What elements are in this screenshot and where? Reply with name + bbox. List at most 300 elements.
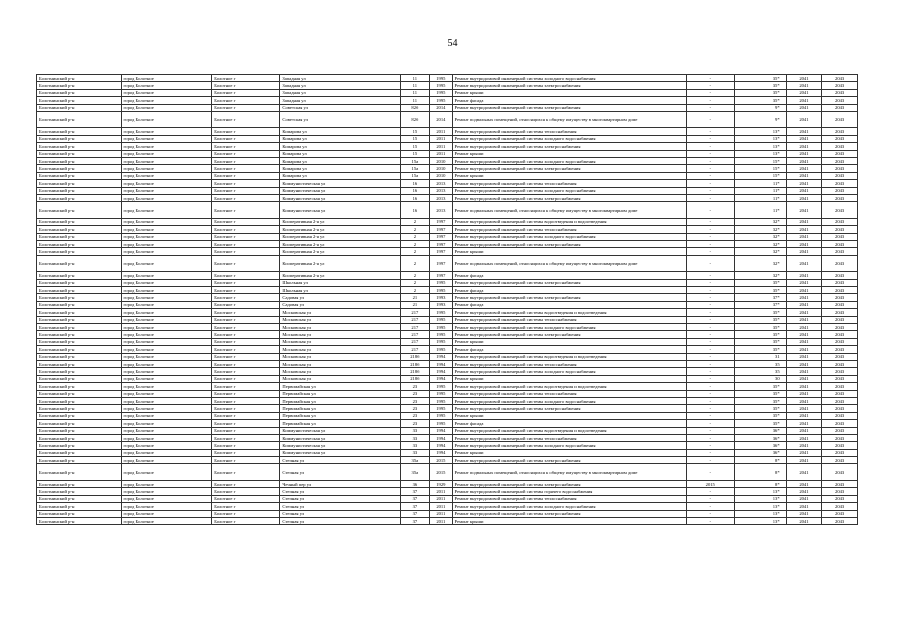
year-built-cell: 2011 — [430, 495, 452, 502]
wear-cell: 9* — [734, 104, 786, 111]
table-row — [37, 82, 858, 89]
year-built-cell: 1997 — [430, 218, 452, 225]
wear-cell: 37* — [734, 294, 786, 301]
district-cell: Болотнинский р-н — [37, 434, 122, 441]
plan-start-cell: 2041 — [786, 180, 822, 187]
settlement-cell: город Болотное — [121, 128, 212, 135]
plan-end-cell: 2043 — [822, 226, 858, 233]
plan-start-cell: 2041 — [786, 331, 822, 338]
year-built-cell: 2014 — [430, 104, 452, 111]
street-cell: Степная ул — [280, 488, 400, 495]
settlement-cell: город Болотное — [121, 488, 212, 495]
table-row — [37, 353, 858, 360]
locality-cell: Болотное г — [212, 187, 280, 194]
year-built-cell: 1995 — [430, 82, 452, 89]
table-row — [37, 194, 858, 201]
wear-cell: 35* — [734, 420, 786, 427]
plan-start-cell: 2041 — [786, 338, 822, 345]
year-built-cell: 2010 — [430, 165, 452, 172]
street-cell: Комарова ул — [280, 128, 400, 135]
work-type-cell: Ремонт внутридомовой инженерной системы холодного водоснабжения — [452, 368, 686, 375]
work-type-cell: Ремонт внутридомовой инженерной системы водоотведения и водоотведения — [452, 427, 686, 434]
plan-start-cell: 2041 — [786, 457, 822, 464]
district-cell: Болотнинский р-н — [37, 390, 122, 397]
wear-cell: 32* — [734, 241, 786, 248]
locality-cell: Болотное г — [212, 434, 280, 441]
district-cell: Болотнинский р-н — [37, 420, 122, 427]
settlement-cell: город Болотное — [121, 158, 212, 165]
wear-cell: 35* — [734, 390, 786, 397]
street-cell: Первомайская ул — [280, 405, 400, 412]
plan-start-cell: 2041 — [786, 104, 822, 111]
house-cell: 37 — [400, 495, 430, 502]
year-built-cell: 1993 — [430, 294, 452, 301]
year-built-cell: 1997 — [430, 272, 452, 279]
house-cell: 37 — [400, 517, 430, 524]
district-cell: Болотнинский р-н — [37, 180, 122, 187]
plan-end-cell: 2043 — [822, 361, 858, 368]
district-cell: Болотнинский р-н — [37, 301, 122, 308]
plan-start-cell: 2041 — [786, 449, 822, 456]
work-type-cell: Ремонт внутридомовой инженерной системы электроснабжения — [452, 143, 686, 150]
settlement-cell: город Болотное — [121, 390, 212, 397]
house-cell: 2 — [400, 233, 430, 240]
last-repair-cell: - — [686, 128, 734, 135]
plan-start-cell: 2041 — [786, 75, 822, 82]
settlement-cell: город Болотное — [121, 187, 212, 194]
wear-cell: 11* — [734, 180, 786, 187]
year-built-cell: 1997 — [430, 233, 452, 240]
street-cell: Садовая ул — [280, 294, 400, 301]
plan-start-cell: 2041 — [786, 480, 822, 487]
plan-start-cell: 2041 — [786, 143, 822, 150]
house-cell: 217 — [400, 338, 430, 345]
table-row — [37, 75, 858, 82]
locality-cell: Болотное г — [212, 457, 280, 464]
table-row — [37, 294, 858, 301]
plan-start-cell: 2041 — [786, 517, 822, 524]
locality-cell: Болотное г — [212, 233, 280, 240]
table-row — [37, 89, 858, 96]
table-row — [37, 488, 858, 495]
wear-cell: 15* — [734, 172, 786, 179]
plan-start-cell: 2041 — [786, 135, 822, 142]
street-cell: Московская ул — [280, 324, 400, 331]
table-row — [37, 464, 858, 481]
plan-end-cell: 2043 — [822, 218, 858, 225]
house-cell: 11 — [400, 82, 430, 89]
last-repair-cell: - — [686, 202, 734, 219]
work-type-cell: Ремонт внутридомовой инженерной системы теплоснабжения — [452, 495, 686, 502]
work-type-cell: Ремонт внутридомовой инженерной системы электроснабжения — [452, 294, 686, 301]
plan-start-cell: 2041 — [786, 241, 822, 248]
plan-start-cell: 2041 — [786, 128, 822, 135]
plan-start-cell: 2041 — [786, 442, 822, 449]
street-cell: Степная ул — [280, 510, 400, 517]
work-type-cell: Ремонт внутридомовой инженерной системы электроснабжения — [452, 241, 686, 248]
locality-cell: Болотное г — [212, 150, 280, 157]
plan-start-cell: 2041 — [786, 316, 822, 323]
table-row — [37, 241, 858, 248]
district-cell: Болотнинский р-н — [37, 449, 122, 456]
plan-end-cell: 2043 — [822, 346, 858, 353]
last-repair-cell: - — [686, 180, 734, 187]
house-cell: 11 — [400, 97, 430, 104]
plan-end-cell: 2043 — [822, 488, 858, 495]
last-repair-cell: - — [686, 194, 734, 201]
plan-end-cell: 2043 — [822, 412, 858, 419]
settlement-cell: город Болотное — [121, 503, 212, 510]
district-cell: Болотнинский р-н — [37, 255, 122, 272]
plan-start-cell: 2041 — [786, 248, 822, 255]
house-cell: 16 — [400, 187, 430, 194]
house-cell: 37 — [400, 503, 430, 510]
last-repair-cell: - — [686, 279, 734, 286]
plan-end-cell: 2043 — [822, 194, 858, 201]
house-cell: 2 — [400, 272, 430, 279]
last-repair-cell: - — [686, 517, 734, 524]
locality-cell: Болотное г — [212, 135, 280, 142]
house-cell: 217 — [400, 331, 430, 338]
wear-cell: 35* — [734, 331, 786, 338]
district-cell: Болотнинский р-н — [37, 218, 122, 225]
year-built-cell: 1997 — [430, 241, 452, 248]
wear-cell: 36* — [734, 449, 786, 456]
work-type-cell: Ремонт внутридомовой инженерной системы электроснабжения — [452, 405, 686, 412]
last-repair-cell: - — [686, 248, 734, 255]
wear-cell: 32* — [734, 272, 786, 279]
street-cell: Садовая ул — [280, 301, 400, 308]
street-cell: Западная ул — [280, 89, 400, 96]
work-type-cell: Ремонт внутридомовой инженерной системы теплоснабжения — [452, 390, 686, 397]
street-cell: Коммунистическая ул — [280, 202, 400, 219]
table-row — [37, 434, 858, 441]
house-cell: 23 — [400, 390, 430, 397]
last-repair-cell: - — [686, 488, 734, 495]
locality-cell: Болотное г — [212, 241, 280, 248]
plan-start-cell: 2041 — [786, 420, 822, 427]
work-type-cell: Ремонт крыши — [452, 449, 686, 456]
settlement-cell: город Болотное — [121, 420, 212, 427]
year-built-cell: 1997 — [430, 248, 452, 255]
plan-end-cell: 2043 — [822, 172, 858, 179]
wear-cell: 32* — [734, 233, 786, 240]
wear-cell: 35* — [734, 397, 786, 404]
street-cell: Первомайская ул — [280, 420, 400, 427]
wear-cell: 35* — [734, 316, 786, 323]
district-cell: Болотнинский р-н — [37, 111, 122, 128]
year-built-cell: 1995 — [430, 279, 452, 286]
wear-cell: 9* — [734, 111, 786, 128]
house-cell: 2 — [400, 218, 430, 225]
wear-cell: 37* — [734, 301, 786, 308]
year-built-cell: 1995 — [430, 397, 452, 404]
work-type-cell: Ремонт фасада — [452, 272, 686, 279]
work-type-cell: Ремонт внутридомовой инженерной системы водоотведения и водоотведения — [452, 383, 686, 390]
plan-end-cell: 2043 — [822, 150, 858, 157]
plan-start-cell: 2041 — [786, 434, 822, 441]
district-cell: Болотнинский р-н — [37, 442, 122, 449]
last-repair-cell: - — [686, 457, 734, 464]
wear-cell: 35* — [734, 405, 786, 412]
settlement-cell: город Болотное — [121, 457, 212, 464]
year-built-cell: 1994 — [430, 427, 452, 434]
house-cell: 33 — [400, 442, 430, 449]
settlement-cell: город Болотное — [121, 241, 212, 248]
street-cell: Московская ул — [280, 338, 400, 345]
settlement-cell: город Болотное — [121, 405, 212, 412]
wear-cell: 35* — [734, 383, 786, 390]
plan-start-cell: 2041 — [786, 279, 822, 286]
table-row — [37, 346, 858, 353]
work-type-cell: Ремонт внутридомовой инженерной системы холодного водоснабжения — [452, 442, 686, 449]
locality-cell: Болотное г — [212, 128, 280, 135]
work-type-cell: Ремонт внутридомовой инженерной системы холодного водоснабжения — [452, 158, 686, 165]
table-row — [37, 172, 858, 179]
settlement-cell: город Болотное — [121, 346, 212, 353]
district-cell: Болотнинский р-н — [37, 503, 122, 510]
table-row — [37, 187, 858, 194]
plan-end-cell: 2043 — [822, 233, 858, 240]
district-cell: Болотнинский р-н — [37, 75, 122, 82]
settlement-cell: город Болотное — [121, 248, 212, 255]
year-built-cell: 1997 — [430, 226, 452, 233]
district-cell: Болотнинский р-н — [37, 194, 122, 201]
plan-end-cell: 2043 — [822, 158, 858, 165]
district-cell: Болотнинский р-н — [37, 104, 122, 111]
wear-cell: 35* — [734, 412, 786, 419]
street-cell: Московская ул — [280, 353, 400, 360]
district-cell: Болотнинский р-н — [37, 324, 122, 331]
last-repair-cell: - — [686, 449, 734, 456]
last-repair-cell: - — [686, 412, 734, 419]
house-cell: 23 — [400, 405, 430, 412]
street-cell: Кооперативная 2-я ул — [280, 218, 400, 225]
work-type-cell: Ремонт внутридомовой инженерной системы водоотведения и водоотведения — [452, 353, 686, 360]
wear-cell: 11* — [734, 187, 786, 194]
settlement-cell: город Болотное — [121, 233, 212, 240]
street-cell: Коммунистическая ул — [280, 449, 400, 456]
plan-end-cell: 2043 — [822, 338, 858, 345]
wear-cell: 13* — [734, 517, 786, 524]
house-cell: 23 — [400, 383, 430, 390]
plan-start-cell: 2041 — [786, 165, 822, 172]
house-cell: 218б — [400, 353, 430, 360]
last-repair-cell: - — [686, 420, 734, 427]
plan-end-cell: 2043 — [822, 165, 858, 172]
street-cell: Московская ул — [280, 375, 400, 382]
street-cell: Степная ул — [280, 503, 400, 510]
settlement-cell: город Болотное — [121, 301, 212, 308]
last-repair-cell: - — [686, 272, 734, 279]
district-cell: Болотнинский р-н — [37, 287, 122, 294]
plan-end-cell: 2043 — [822, 89, 858, 96]
plan-end-cell: 2043 — [822, 309, 858, 316]
plan-start-cell: 2041 — [786, 375, 822, 382]
plan-end-cell: 2043 — [822, 464, 858, 481]
work-type-cell: Ремонт внутридомовой инженерной системы холодного водоснабжения — [452, 503, 686, 510]
year-built-cell: 1995 — [430, 383, 452, 390]
wear-cell: 30 — [734, 375, 786, 382]
work-type-cell: Ремонт крыши — [452, 89, 686, 96]
wear-cell: 8* — [734, 464, 786, 481]
work-type-cell: Ремонт крыши — [452, 412, 686, 419]
district-cell: Болотнинский р-н — [37, 272, 122, 279]
plan-end-cell: 2043 — [822, 272, 858, 279]
wear-cell: 8* — [734, 480, 786, 487]
plan-start-cell: 2041 — [786, 172, 822, 179]
plan-end-cell: 2043 — [822, 517, 858, 524]
table-row — [37, 150, 858, 157]
year-built-cell: 2011 — [430, 503, 452, 510]
street-cell: Кооперативная 2-я ул — [280, 241, 400, 248]
year-built-cell: 1995 — [430, 89, 452, 96]
wear-cell: 32* — [734, 248, 786, 255]
table-row — [37, 517, 858, 524]
table-row — [37, 427, 858, 434]
house-cell: 2 — [400, 226, 430, 233]
locality-cell: Болотное г — [212, 202, 280, 219]
last-repair-cell: - — [686, 338, 734, 345]
district-cell: Болотнинский р-н — [37, 89, 122, 96]
year-built-cell: 2011 — [430, 517, 452, 524]
locality-cell: Болотное г — [212, 248, 280, 255]
locality-cell: Болотное г — [212, 427, 280, 434]
work-type-cell: Ремонт крыши — [452, 517, 686, 524]
street-cell: Коммунистическая ул — [280, 442, 400, 449]
plan-end-cell: 2043 — [822, 390, 858, 397]
locality-cell: Болотное г — [212, 368, 280, 375]
settlement-cell: город Болотное — [121, 255, 212, 272]
street-cell: Советская ул — [280, 111, 400, 128]
year-built-cell: 1994 — [430, 375, 452, 382]
year-built-cell: 2011 — [430, 143, 452, 150]
last-repair-cell: - — [686, 172, 734, 179]
locality-cell: Болотное г — [212, 180, 280, 187]
work-type-cell: Ремонт внутридомовой инженерной системы теплоснабжения — [452, 361, 686, 368]
settlement-cell: город Болотное — [121, 82, 212, 89]
last-repair-cell: - — [686, 427, 734, 434]
locality-cell: Болотное г — [212, 510, 280, 517]
district-cell: Болотнинский р-н — [37, 97, 122, 104]
house-cell: 15 — [400, 150, 430, 157]
house-cell: 37 — [400, 510, 430, 517]
district-cell: Болотнинский р-н — [37, 353, 122, 360]
year-built-cell: 2015 — [430, 464, 452, 481]
district-cell: Болотнинский р-н — [37, 226, 122, 233]
work-type-cell: Ремонт внутридомовой инженерной системы холодного водоснабжения — [452, 233, 686, 240]
year-built-cell: 1995 — [430, 331, 452, 338]
street-cell: Московская ул — [280, 346, 400, 353]
table-row — [37, 309, 858, 316]
district-cell: Болотнинский р-н — [37, 457, 122, 464]
last-repair-cell: - — [686, 97, 734, 104]
house-cell: 15а — [400, 158, 430, 165]
plan-end-cell: 2043 — [822, 420, 858, 427]
table-row — [37, 368, 858, 375]
last-repair-cell: - — [686, 241, 734, 248]
work-type-cell: Ремонт крыши — [452, 248, 686, 255]
plan-end-cell: 2043 — [822, 383, 858, 390]
table-row — [37, 128, 858, 135]
locality-cell: Болотное г — [212, 495, 280, 502]
wear-cell: 13* — [734, 143, 786, 150]
wear-cell: 13* — [734, 135, 786, 142]
plan-start-cell: 2041 — [786, 294, 822, 301]
locality-cell: Болотное г — [212, 272, 280, 279]
wear-cell: 35* — [734, 309, 786, 316]
table-row — [37, 104, 858, 111]
locality-cell: Болотное г — [212, 97, 280, 104]
settlement-cell: город Болотное — [121, 510, 212, 517]
table-row — [37, 480, 858, 487]
street-cell: Московская ул — [280, 309, 400, 316]
locality-cell: Болотное г — [212, 464, 280, 481]
house-cell: 217 — [400, 316, 430, 323]
district-cell: Болотнинский р-н — [37, 143, 122, 150]
plan-end-cell: 2043 — [822, 480, 858, 487]
street-cell: Московская ул — [280, 368, 400, 375]
house-cell: 2 — [400, 255, 430, 272]
street-cell: Чечный пер ул — [280, 480, 400, 487]
street-cell: Степная ул — [280, 464, 400, 481]
district-cell: Болотнинский р-н — [37, 309, 122, 316]
district-cell: Болотнинский р-н — [37, 82, 122, 89]
plan-start-cell: 2041 — [786, 255, 822, 272]
settlement-cell: город Болотное — [121, 480, 212, 487]
locality-cell: Болотное г — [212, 158, 280, 165]
locality-cell: Болотное г — [212, 346, 280, 353]
year-built-cell: 1995 — [430, 309, 452, 316]
house-cell: 2 — [400, 279, 430, 286]
last-repair-cell: - — [686, 316, 734, 323]
wear-cell: 35 — [734, 361, 786, 368]
plan-start-cell: 2041 — [786, 503, 822, 510]
house-cell: 23 — [400, 420, 430, 427]
plan-end-cell: 2043 — [822, 405, 858, 412]
plan-start-cell: 2041 — [786, 346, 822, 353]
district-cell: Болотнинский р-н — [37, 427, 122, 434]
house-cell: 15 — [400, 135, 430, 142]
plan-start-cell: 2041 — [786, 150, 822, 157]
plan-start-cell: 2041 — [786, 397, 822, 404]
settlement-cell: город Болотное — [121, 111, 212, 128]
district-cell: Болотнинский р-н — [37, 241, 122, 248]
locality-cell: Болотное г — [212, 89, 280, 96]
house-cell: 16 — [400, 180, 430, 187]
plan-end-cell: 2043 — [822, 442, 858, 449]
street-cell: Московская ул — [280, 361, 400, 368]
last-repair-cell: - — [686, 233, 734, 240]
plan-end-cell: 2043 — [822, 135, 858, 142]
district-cell: Болотнинский р-н — [37, 480, 122, 487]
table-row — [37, 375, 858, 382]
table-row — [37, 202, 858, 219]
district-cell: Болотнинский р-н — [37, 316, 122, 323]
street-cell: Коммунистическая ул — [280, 180, 400, 187]
settlement-cell: город Болотное — [121, 495, 212, 502]
house-cell: 218б — [400, 375, 430, 382]
work-type-cell: Ремонт внутридомовой инженерной системы электроснабжения — [452, 279, 686, 286]
street-cell: Комарова ул — [280, 158, 400, 165]
district-cell: Болотнинский р-н — [37, 368, 122, 375]
plan-end-cell: 2043 — [822, 287, 858, 294]
work-type-cell: Ремонт внутридомовой инженерной системы электроснабжения — [452, 510, 686, 517]
plan-end-cell: 2043 — [822, 143, 858, 150]
last-repair-cell: - — [686, 331, 734, 338]
wear-cell: 35* — [734, 75, 786, 82]
table-row — [37, 316, 858, 323]
